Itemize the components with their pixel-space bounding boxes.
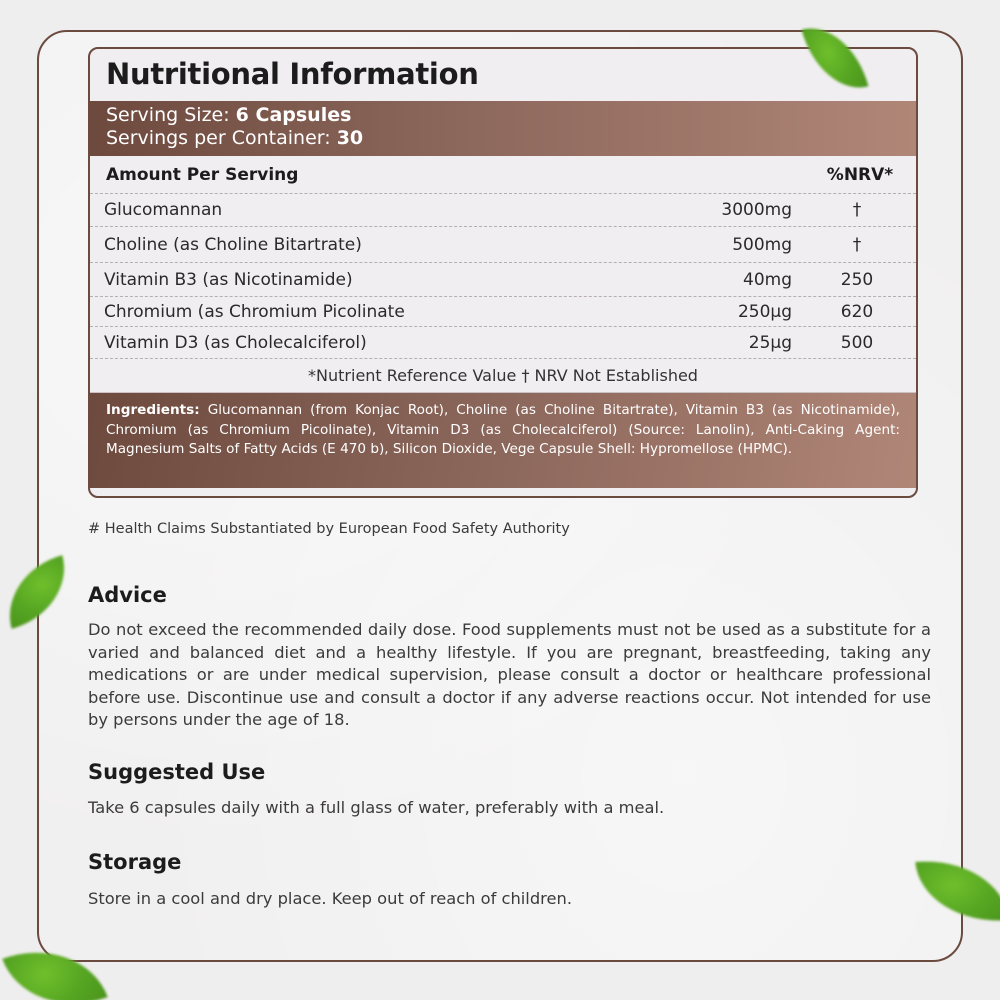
serving-size: Serving Size: 6 Capsules: [106, 104, 352, 126]
servings-per-container-value: 30: [336, 127, 364, 149]
nutrient-name: Chromium (as Chromium Picolinate: [104, 301, 405, 322]
table-row: [90, 327, 916, 359]
nutrient-name: Glucomannan: [104, 200, 223, 220]
serving-info-band: [90, 101, 916, 156]
nutrient-nrv: 500: [840, 332, 874, 353]
nutrient-amount: 3000mg: [721, 200, 792, 220]
nutrient-name: Vitamin D3 (as Cholecalciferol): [104, 332, 367, 353]
nutrient-name: Choline (as Choline Bitartrate): [104, 234, 362, 255]
servings-per-container: Servings per Container: 30: [106, 127, 364, 149]
storage-text: Store in a cool and dry place. Keep out of reach of children.: [88, 889, 573, 908]
nutrient-nrv: 620: [840, 301, 874, 322]
nutrition-panel: [88, 47, 918, 498]
table-row: [90, 227, 916, 263]
advice-heading: Advice: [88, 583, 167, 607]
advice-text: Do not exceed the recommended daily dose. Food supplements must not be used as a substitute for a varied and balanced diet and a healthy lifestyle. If you are pregnant, breastfeeding, taking any medications or are under medical supervision, please consult a doctor or healthcare professional before use. Discontinue use and consult a doctor if any adverse reactions occur. Not intended for use by persons under the age of 18.: [88, 620, 931, 729]
header-amount-per-serving: Amount Per Serving: [106, 164, 299, 185]
nutrient-amount: 40mg: [743, 269, 792, 290]
ingredients-label: Ingredients:: [106, 402, 200, 418]
table-row: [90, 194, 916, 227]
nutrient-nrv: †: [852, 200, 862, 220]
nrv-footnote: *Nutrient Reference Value † NRV Not Established: [90, 359, 916, 393]
nutrient-amount: 250µg: [737, 301, 792, 322]
health-claims-note: # Health Claims Substantiated by European Food Safety Authority: [88, 521, 570, 537]
serving-size-value: 6 Capsules: [235, 104, 352, 126]
nutrient-amount: 500mg: [732, 234, 792, 255]
panel-title: Nutritional Information: [106, 57, 479, 91]
nutrient-nrv: 250: [840, 269, 874, 290]
table-header: [90, 156, 916, 194]
nutrient-nrv: †: [852, 234, 862, 255]
header-nrv: %NRV*: [826, 164, 894, 185]
suggested-use-text: Take 6 capsules daily with a full glass of water, preferably with a meal.: [88, 798, 665, 817]
suggested-use-heading: Suggested Use: [88, 760, 266, 784]
nutrient-name: Vitamin B3 (as Nicotinamide): [104, 269, 353, 290]
nutrient-amount: 25µg: [748, 332, 792, 353]
table-row: [90, 263, 916, 297]
ingredients-block: [90, 393, 916, 488]
ingredients-text: Glucomannan (from Konjac Root), Choline (as Choline Bitartrate), Vitamin B3 (as Nicotinamide), Chromium (as Chromium Picolinate), Vitamin D3 (as Cholecalciferol) (Source: Lanolin), Anti-Caking Agent: Magnesium Salts of Fatty Acids (E 470 b), Silicon Dioxide, Vege Capsule Shell: Hypromellose (HPMC).: [106, 402, 900, 457]
table-row: [90, 297, 916, 327]
storage-heading: Storage: [88, 850, 182, 874]
